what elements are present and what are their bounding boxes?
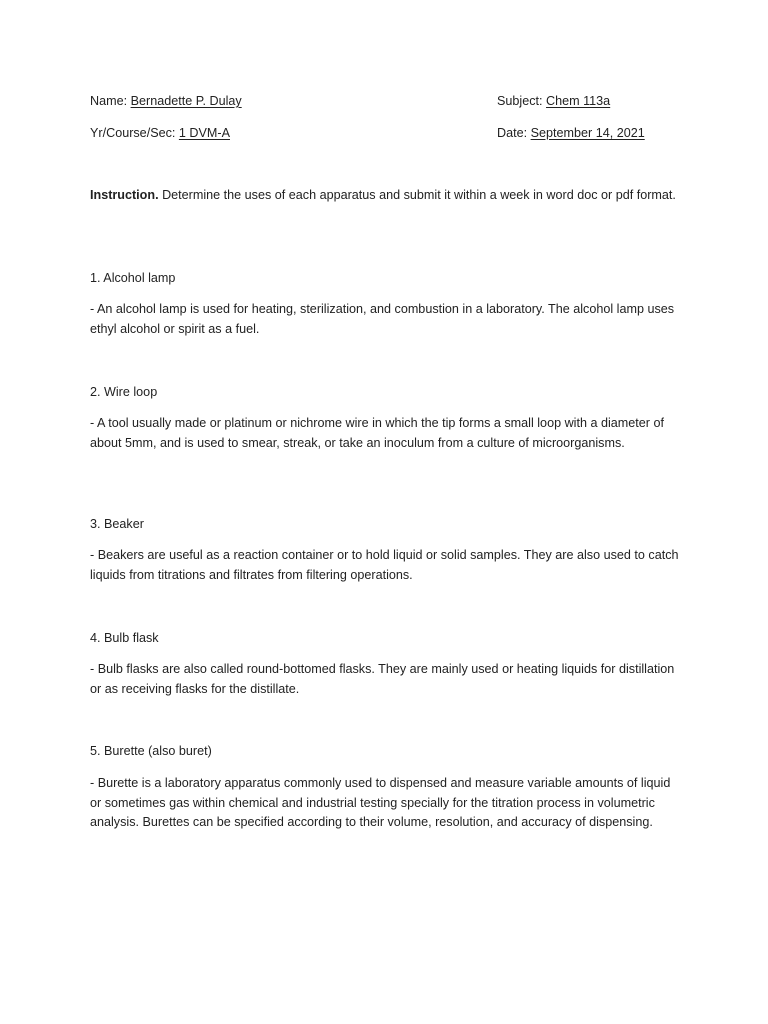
subject-value: Chem 113a [546, 94, 611, 108]
instruction-paragraph [90, 186, 680, 206]
date-value: September 14, 2021 [530, 126, 645, 140]
item-4-title: 4. Bulb flask [90, 631, 159, 645]
name-field [90, 94, 242, 109]
item-4-description: - Bulb flasks are also called round-bottomed flasks. They are mainly used or heating liquids for distillation or as receiving flasks for the distillate. [90, 662, 675, 696]
item-1-description: - An alcohol lamp is used for heating, sterilization, and combustion in a laboratory. The alcohol lamp uses ethyl alcohol or spirit as a fuel. [90, 302, 675, 336]
item-1-title: 1. Alcohol lamp [90, 271, 176, 285]
subject-label: Subject: [497, 94, 543, 108]
subject-field [497, 94, 610, 109]
item-2-description: - A tool usually made or platinum or nichrome wire in which the tip forms a small loop with a diameter of about 5mm, and is used to smear, streak, or take an inoculum from a culture of microorganisms. [90, 416, 664, 450]
instruction-text: Determine the uses of each apparatus and submit it within a week in word doc or pdf format. [162, 188, 676, 202]
item-3-title: 3. Beaker [90, 517, 144, 531]
item-3-description: - Beakers are useful as a reaction container or to hold liquid or solid samples. They are also used to catch liquids from titrations and filtrates from filtering operations. [90, 548, 679, 582]
section-value: 1 DVM-A [178, 126, 230, 140]
section-label: Yr/Course/Sec: [90, 126, 176, 140]
name-value: Bernadette P. Dulay [130, 94, 242, 108]
section-field [90, 126, 230, 141]
name-label: Name: [90, 94, 128, 108]
date-label: Date: [497, 126, 528, 140]
item-5-title: 5. Burette (also buret) [90, 744, 212, 758]
item-2-title: 2. Wire loop [90, 385, 158, 399]
date-field [497, 126, 645, 141]
instruction-label: Instruction. [90, 188, 159, 202]
item-5-description: - Burette is a laboratory apparatus commonly used to dispensed and measure variable amounts of liquid or sometimes gas within chemical and industrial testing specially for the titration process in volumetric analysis. Burettes can be specified according to their volume, resolution, and accuracy of dispensing. [90, 776, 671, 829]
